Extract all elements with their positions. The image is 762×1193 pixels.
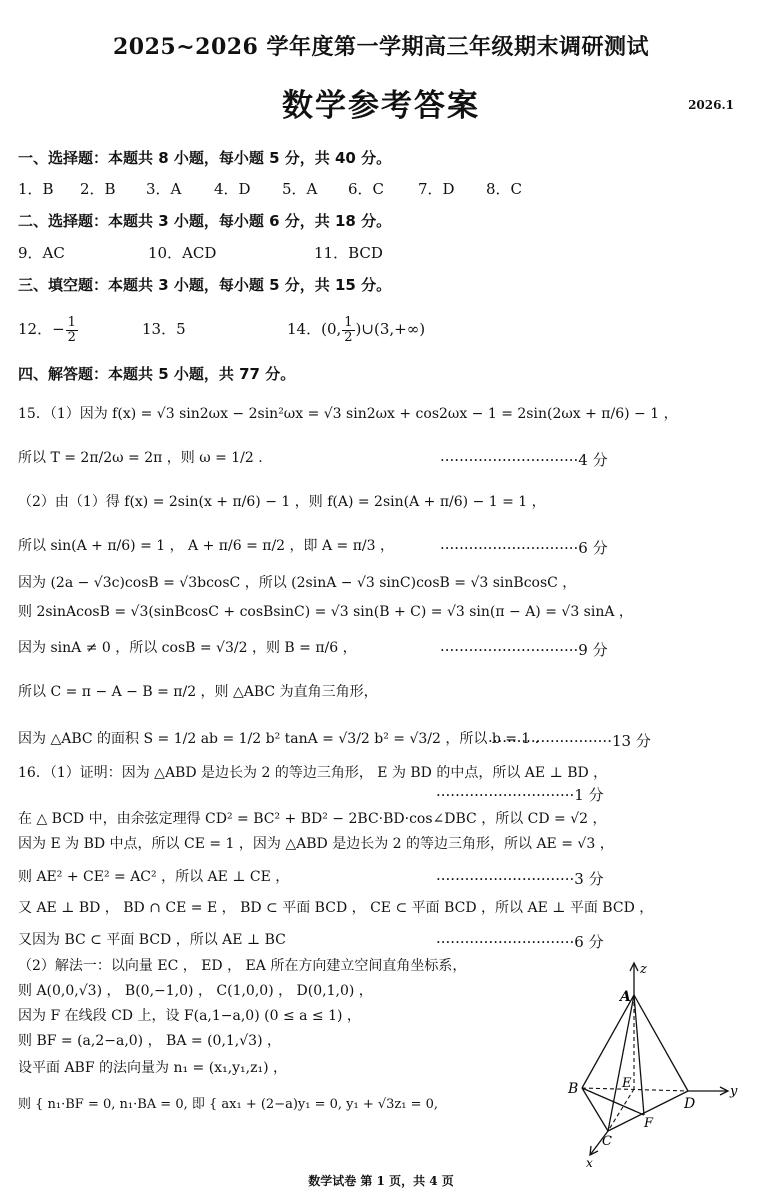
fraction-denominator: 2 — [67, 329, 76, 345]
score-mark: ··························13 分 — [488, 732, 651, 750]
section3-heading: 三、填空题：本题共 3 小题，每小题 5 分，共 15 分。 — [18, 276, 392, 294]
answer-1: 1．B — [18, 180, 54, 198]
answer-4: 4．D — [214, 180, 251, 198]
solution-line: 所以 sin(A + π/6) = 1 ， A + π/6 = π/2 ，即 A = π/3 ， — [18, 538, 394, 554]
solution-line: 则 { n₁·BF = 0, n₁·BA = 0, 即 { ax₁ + (2−a)y₁ = 0, y₁ + √3z₁ = 0, — [18, 1097, 439, 1112]
answer-5: 5．A — [282, 180, 318, 198]
solution-line: 15．（1）因为 f(x) = √3 sin2ωx − 2sin²ωx = √3 sin2ωx + cos2ωx − 1 = 2sin(2ωx + π/6) − 1 ， — [18, 406, 678, 422]
label-e: E — [622, 1076, 632, 1091]
answer-14-fraction — [342, 316, 354, 345]
tetrahedron-figure — [560, 955, 740, 1170]
answer-2: 2．B — [80, 180, 116, 198]
fraction-numerator: 1 — [67, 314, 76, 330]
solution-line: 设平面 ABF 的法向量为 n₁ = (x₁,y₁,z₁) ， — [18, 1060, 288, 1076]
solution-line: 则 A(0,0,√3) ， B(0,−1,0) ， C(1,0,0) ， D(0,1,0) ， — [18, 983, 373, 999]
label-z: z — [640, 962, 647, 977]
section4-heading: 四、解答题：本题共 5 小题，共 77 分。 — [18, 365, 296, 383]
page-title: 2025~2026 学年度第一学期高三年级期末调研测试 — [112, 34, 650, 60]
solution-line: 因为 sinA ≠ 0 ，所以 cosB = √3/2 ，则 B = π/6 ， — [18, 640, 357, 656]
answer-12 — [18, 312, 142, 346]
solution-line: 则 AE² + CE² = AC² ，所以 AE ⊥ CE ， — [18, 869, 290, 885]
score-mark: ·····························9 分 — [440, 641, 608, 659]
label-x: x — [586, 1156, 593, 1170]
section2-heading: 二、选择题：本题共 3 小题，每小题 6 分，共 18 分。 — [18, 212, 392, 230]
solution-line: 所以 C = π − A − B = π/2 ，则 △ABC 为直角三角形， — [18, 684, 378, 700]
section1-answers — [18, 179, 522, 199]
solution-line: 则 BF = (a,2−a,0) ， BA = (0,1,√3) ， — [18, 1033, 281, 1049]
label-b: B — [568, 1081, 579, 1097]
score-mark: ·····························6 分 — [440, 539, 608, 557]
answer-7: 7．D — [418, 180, 455, 198]
answer-13: 13．5 — [142, 320, 186, 338]
answer-14-prefix: 14．(0, — [287, 320, 342, 338]
section3-answers — [18, 312, 425, 346]
fraction-denominator: 2 — [344, 329, 353, 345]
solution-line: 所以 T = 2π/2ω = 2π ，则 ω = 1/2 . — [18, 450, 263, 466]
solution-line: 则 2sinAcosB = √3(sinBcosC + cosBsinC) = √3 sin(B + C) = √3 sin(π − A) = √3 sinA ， — [18, 604, 633, 620]
score-mark: ·····························1 分 — [436, 786, 604, 804]
label-f: F — [644, 1116, 654, 1131]
score-mark: ·····························6 分 — [436, 933, 604, 951]
solution-line: 因为 E 为 BD 中点，所以 CE = 1 ，因为 △ABD 是边长为 2 的等边三角形，所以 AE = √3 ， — [18, 836, 614, 852]
section1-heading: 一、选择题：本题共 8 小题，每小题 5 分，共 40 分。 — [18, 149, 392, 167]
answer-11: 11．BCD — [314, 244, 383, 262]
label-a: A — [620, 989, 631, 1005]
label-d: D — [684, 1096, 696, 1112]
answer-14 — [287, 312, 425, 346]
solution-line: 因为 (2a − √3c)cosB = √3bcosC ，所以 (2sinA − √3 sinC)cosB = √3 sinBcosC ， — [18, 575, 577, 591]
answer-14-suffix: )∪(3,+∞) — [355, 320, 426, 338]
solution-line: 因为 △ABC 的面积 S = 1/2 ab = 1/2 b² tanA = √3/2 b² = √3/2 ，所以 b = 1 . — [18, 731, 540, 747]
score-mark: ·····························3 分 — [436, 870, 604, 888]
answer-3: 3．A — [146, 180, 182, 198]
page-subtitle: 数学参考答案 — [282, 88, 480, 124]
solution-line: 16．（1）证明：因为 △ABD 是边长为 2 的等边三角形， E 为 BD 的中点，所以 AE ⊥ BD ， — [18, 765, 608, 781]
page-footer: 数学试卷 第 1 页，共 4 页 — [308, 1174, 454, 1188]
solution-line: 在 △ BCD 中，由余弦定理得 CD² = BC² + BD² − 2BC·BD·cos∠DBC ，所以 CD = √2 ， — [18, 811, 607, 827]
solution-line: （2）由（1）得 f(x) = 2sin(x + π/6) − 1 ，则 f(A) = 2sin(A + π/6) − 1 = 1 ， — [18, 494, 546, 510]
solution-line: 又 AE ⊥ BD ， BD ∩ CE = E ， BD ⊂ 平面 BCD ， CE ⊂ 平面 BCD ，所以 AE ⊥ 平面 BCD ， — [18, 900, 654, 916]
solution-line: （2）解法一：以向量 EC ， ED ， EA 所在方向建立空间直角坐标系， — [18, 958, 467, 974]
answer-10: 10．ACD — [148, 244, 217, 262]
score-mark: ·····························4 分 — [440, 451, 608, 469]
answer-12-fraction — [66, 316, 78, 345]
answer-12-prefix: 12．− — [18, 320, 65, 338]
section2-answers — [18, 243, 383, 263]
answer-9: 9．AC — [18, 244, 65, 262]
solution-line: 因为 F 在线段 CD 上，设 F(a,1−a,0) (0 ≤ a ≤ 1) ， — [18, 1008, 361, 1024]
fraction-numerator: 1 — [344, 314, 353, 330]
answer-8: 8．C — [486, 180, 523, 198]
label-y: y — [730, 1084, 738, 1099]
solution-line: 又因为 BC ⊂ 平面 BCD ，所以 AE ⊥ BC — [18, 932, 286, 948]
answer-6: 6．C — [348, 180, 385, 198]
label-c: C — [602, 1134, 612, 1149]
exam-date: 2026.1 — [688, 98, 734, 112]
